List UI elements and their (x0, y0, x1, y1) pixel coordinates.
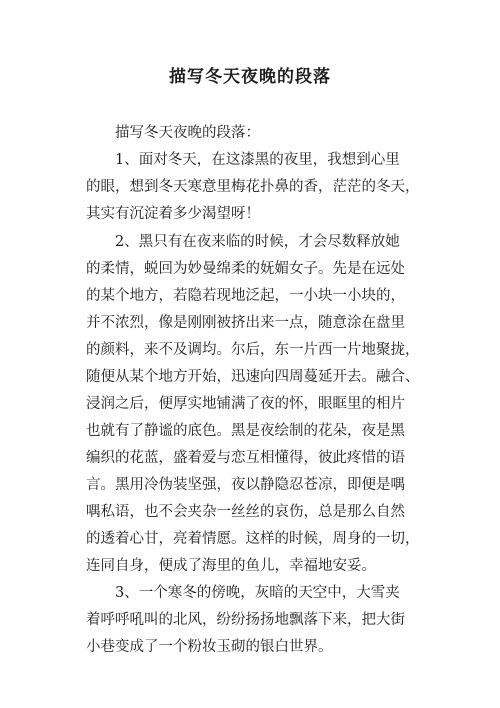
paragraph-line: 也就有了静谧的底色。黑是夜绘制的花朵，夜是黑 (86, 423, 405, 439)
paragraph-line: 浸润之后，便厚实地铺满了夜的怀，眼眶里的相片 (86, 396, 405, 412)
document-title: 描写冬天夜晚的段落 (169, 67, 331, 87)
paragraph-line: 2、黑只有在夜来临的时候，才会尽数释放她 (115, 234, 400, 250)
paragraph-line: 1、面对冬天，在这漆黑的夜里，我想到心里 (115, 152, 400, 168)
paragraph-line: 随便从某个地方开始，迅速向四周蔓延开去。融合、 (86, 369, 420, 385)
paragraph-line: 喁私语，也不会夹杂一丝丝的哀伤，总是那么自然 (86, 504, 405, 520)
paragraph-line: 编织的花蓝，盛着爱与恋互相懂得，彼此疼惜的语 (86, 450, 405, 466)
paragraph-line: 的某个地方，若隐若现地泛起，一小块一小块的， (86, 288, 405, 304)
paragraph-line: 连同自身，便成了海里的鱼儿，幸福地安妥。 (86, 558, 376, 574)
paragraph-line: 着呼呼吼叫的北风，纷纷扬扬地飘落下来，把大街 (86, 612, 405, 628)
paragraph-line: 的透着心甘，亮着情愿。这样的时候，周身的一切， (86, 531, 420, 547)
paragraph-line: 3、一个寒冬的傍晚，灰暗的天空中，大雪夹 (115, 585, 400, 601)
paragraph-line: 其实有沉淀着多少渴望呀！ (86, 206, 260, 222)
paragraph-line: 的眼，想到冬天寒意里梅花扑鼻的香，茫茫的冬天， (86, 179, 420, 195)
paragraph-line: 的柔情，蜕回为妙曼绵柔的妩媚女子。先是在远处 (86, 261, 405, 277)
paragraph-line: 的颜料，来不及调均。尔后，东一片西一片地聚拢， (86, 342, 420, 358)
paragraph-line: 描写冬天夜晚的段落： (115, 125, 260, 141)
paragraph-line: 言。黑用冷伪装坚强，夜以静隐忍苍凉，即便是喁 (86, 477, 405, 493)
paragraph-line: 并不浓烈，像是刚刚被挤出来一点，随意涂在盘里 (86, 315, 405, 331)
paragraph-line: 小巷变成了一个粉妆玉砌的银白世界。 (86, 639, 333, 655)
